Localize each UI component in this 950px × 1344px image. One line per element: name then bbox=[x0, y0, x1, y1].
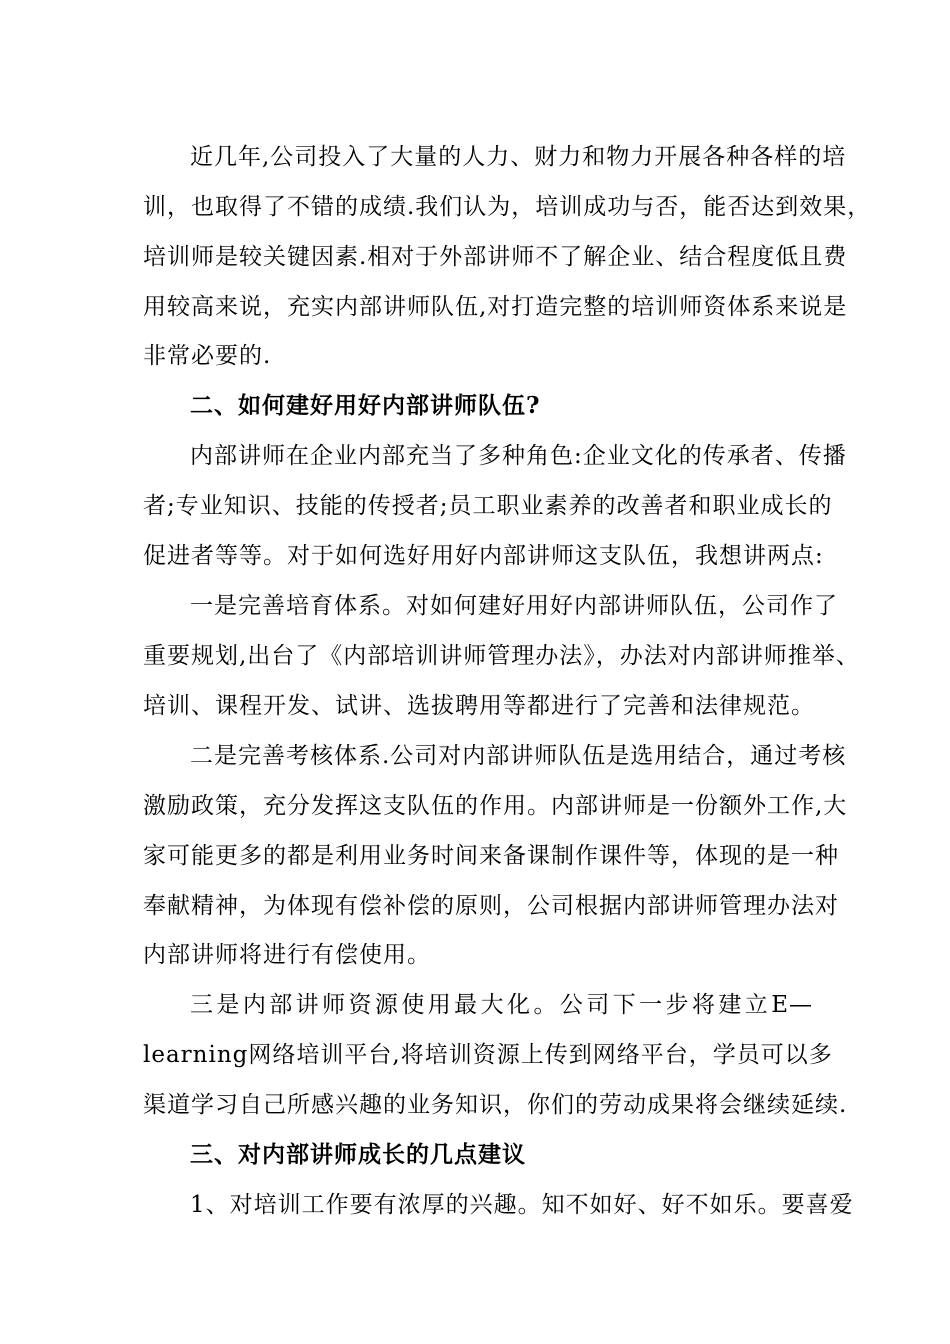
paragraph-line: 训，也取得了不错的成绩.我们认为，培训成功与否，能否达到效果， bbox=[143, 194, 872, 220]
paragraph-line: 重要规划,出台了《内部培训讲师管理办法》，办法对内部讲师推举、 bbox=[143, 643, 860, 669]
paragraph-line: 渠道学习自己所感兴趣的业务知识，你们的劳动成果将会继续延续. bbox=[143, 1092, 848, 1118]
paragraph-line: 近几年,公司投入了大量的人力、财力和物力开展各种各样的培 bbox=[190, 144, 847, 170]
paragraph-line: learning网络培训平台,将培训资源上传到网络平台，学员可以多 bbox=[143, 1042, 833, 1068]
paragraph-line: 二是完善考核体系.公司对内部讲师队伍是选用结合，通过考核 bbox=[190, 743, 847, 769]
section-heading: 二、如何建好用好内部讲师队伍? bbox=[190, 392, 541, 419]
paragraph-line: 用较高来说，充实内部讲师队伍,对打造完整的培训师资体系来说是 bbox=[143, 294, 848, 320]
paragraph-line: 1、对培训工作要有浓厚的兴趣。知不如好、好不如乐。要喜爱 bbox=[190, 1192, 854, 1218]
paragraph-line: 内部讲师将进行有偿使用。 bbox=[143, 942, 431, 968]
paragraph-line: 非常必要的. bbox=[143, 343, 272, 369]
section-heading: 三、对内部讲师成长的几点建议 bbox=[190, 1141, 526, 1168]
paragraph-line: 促进者等等。对于如何选好用好内部讲师这支队伍，我想讲两点: bbox=[143, 543, 824, 569]
paragraph-line: 培训、课程开发、试讲、选拔聘用等都进行了完善和法律规范。 bbox=[143, 693, 815, 719]
paragraph-line: 三是内部讲师资源使用最大化。公司下一步将建立E— bbox=[190, 992, 813, 1018]
paragraph-line: 激励政策，充分发挥这支队伍的作用。内部讲师是一份额外工作,大 bbox=[143, 793, 848, 819]
paragraph-line: 家可能更多的都是利用业务时间来备课制作课件等，体现的是一种 bbox=[143, 843, 839, 869]
paragraph-line: 一是完善培育体系。对如何建好用好内部讲师队伍，公司作了 bbox=[190, 593, 838, 619]
paragraph-line: 者;专业知识、技能的传授者;员工职业素养的改善者和职业成长的 bbox=[143, 493, 833, 519]
paragraph-line: 培训师是较关键因素.相对于外部讲师不了解企业、结合程度低且费 bbox=[143, 244, 848, 270]
paragraph-line: 奉献精神，为体现有偿补偿的原则，公司根据内部讲师管理办法对 bbox=[143, 893, 839, 919]
paragraph-line: 内部讲师在企业内部充当了多种角色:企业文化的传承者、传播 bbox=[190, 443, 847, 469]
